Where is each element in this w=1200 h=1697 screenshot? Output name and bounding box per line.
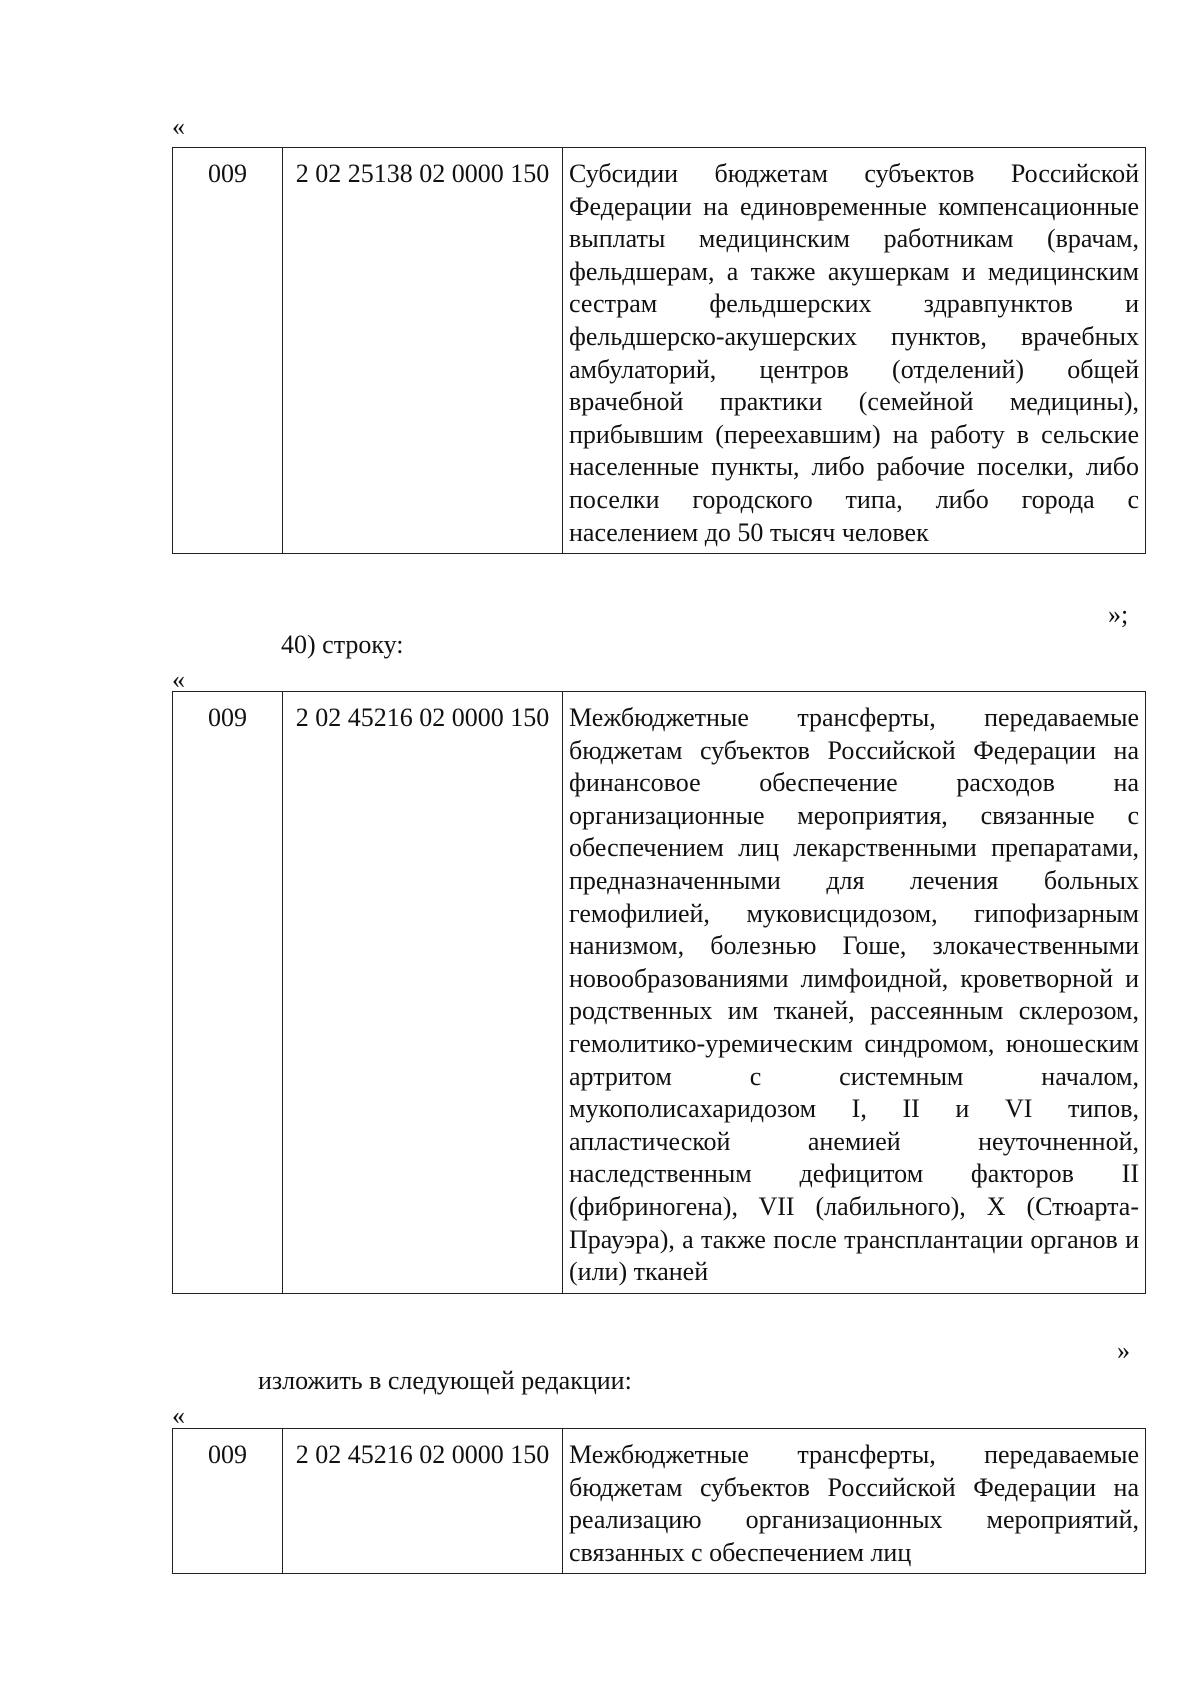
close-quote: »;: [1108, 600, 1129, 629]
description-cell: Межбюджетные трансферты, передаваемые бюджетам субъектов Российской Федерации на финансовое обеспечение расходов на организационные мероприятия, связанные с обеспечением лиц лекарственными препаратами, предназначенными для лечения больных гемофилией, муковисцидозом, гипофизарным нанизмом, болезнью Гоше, злокачественными новообразованиями лимфоидной, кроветворной и родственных им тканей, рассеянным склерозом, гемолитико-уремическим синдромом, юношеским артритом с системным началом, мукополисахаридозом I, II и VI типов, апластической анемией неуточненной, наследственным дефицитом факторов II (фибриногена), VII (лабильного), X (Стюарта-Прауэра), а также после трансплантации органов и (или) тканей: [563, 692, 1146, 1294]
table-row: [173, 692, 1146, 1294]
budget-code-table: [172, 1428, 1146, 1574]
description-cell: Межбюджетные трансферты, передаваемые бюджетам субъектов Российской Федерации на реализацию организационных мероприятий, связанных с обеспечением лиц: [563, 1429, 1146, 1574]
kbk-code-cell: 2 02 45216 02 0000 150: [283, 1429, 563, 1574]
budget-code-table: [172, 691, 1146, 1294]
kbk-code-cell: 2 02 25138 02 0000 150: [283, 148, 563, 554]
open-quote: «: [172, 112, 185, 141]
admin-code-cell: 009: [173, 148, 283, 554]
close-quote: »: [1117, 1336, 1130, 1365]
admin-code-cell: 009: [173, 1429, 283, 1574]
budget-code-table: [172, 147, 1146, 554]
item-intro: 40) строку:: [281, 630, 404, 659]
item-intro: изложить в следующей редакции:: [258, 1366, 632, 1395]
kbk-code-cell: 2 02 45216 02 0000 150: [283, 692, 563, 1294]
open-quote: «: [172, 665, 185, 694]
table-row: [173, 1429, 1146, 1574]
admin-code-cell: 009: [173, 692, 283, 1294]
table-row: [173, 148, 1146, 554]
description-cell: Субсидии бюджетам субъектов Российской Федерации на единовременные компенсационные выплаты медицинским работникам (врачам, фельдшерам, а также акушеркам и медицинским сестрам фельдшерских здравпунктов и фельдшерско-акушерских пунктов, врачебных амбулаторий, центров (отделений) общей врачебной практики (семейной медицины), прибывшим (переехавшим) на работу в сельские населенные пункты, либо рабочие поселки, либо поселки городского типа, либо города с населением до 50 тысяч человек: [563, 148, 1146, 554]
open-quote: «: [172, 1401, 185, 1430]
